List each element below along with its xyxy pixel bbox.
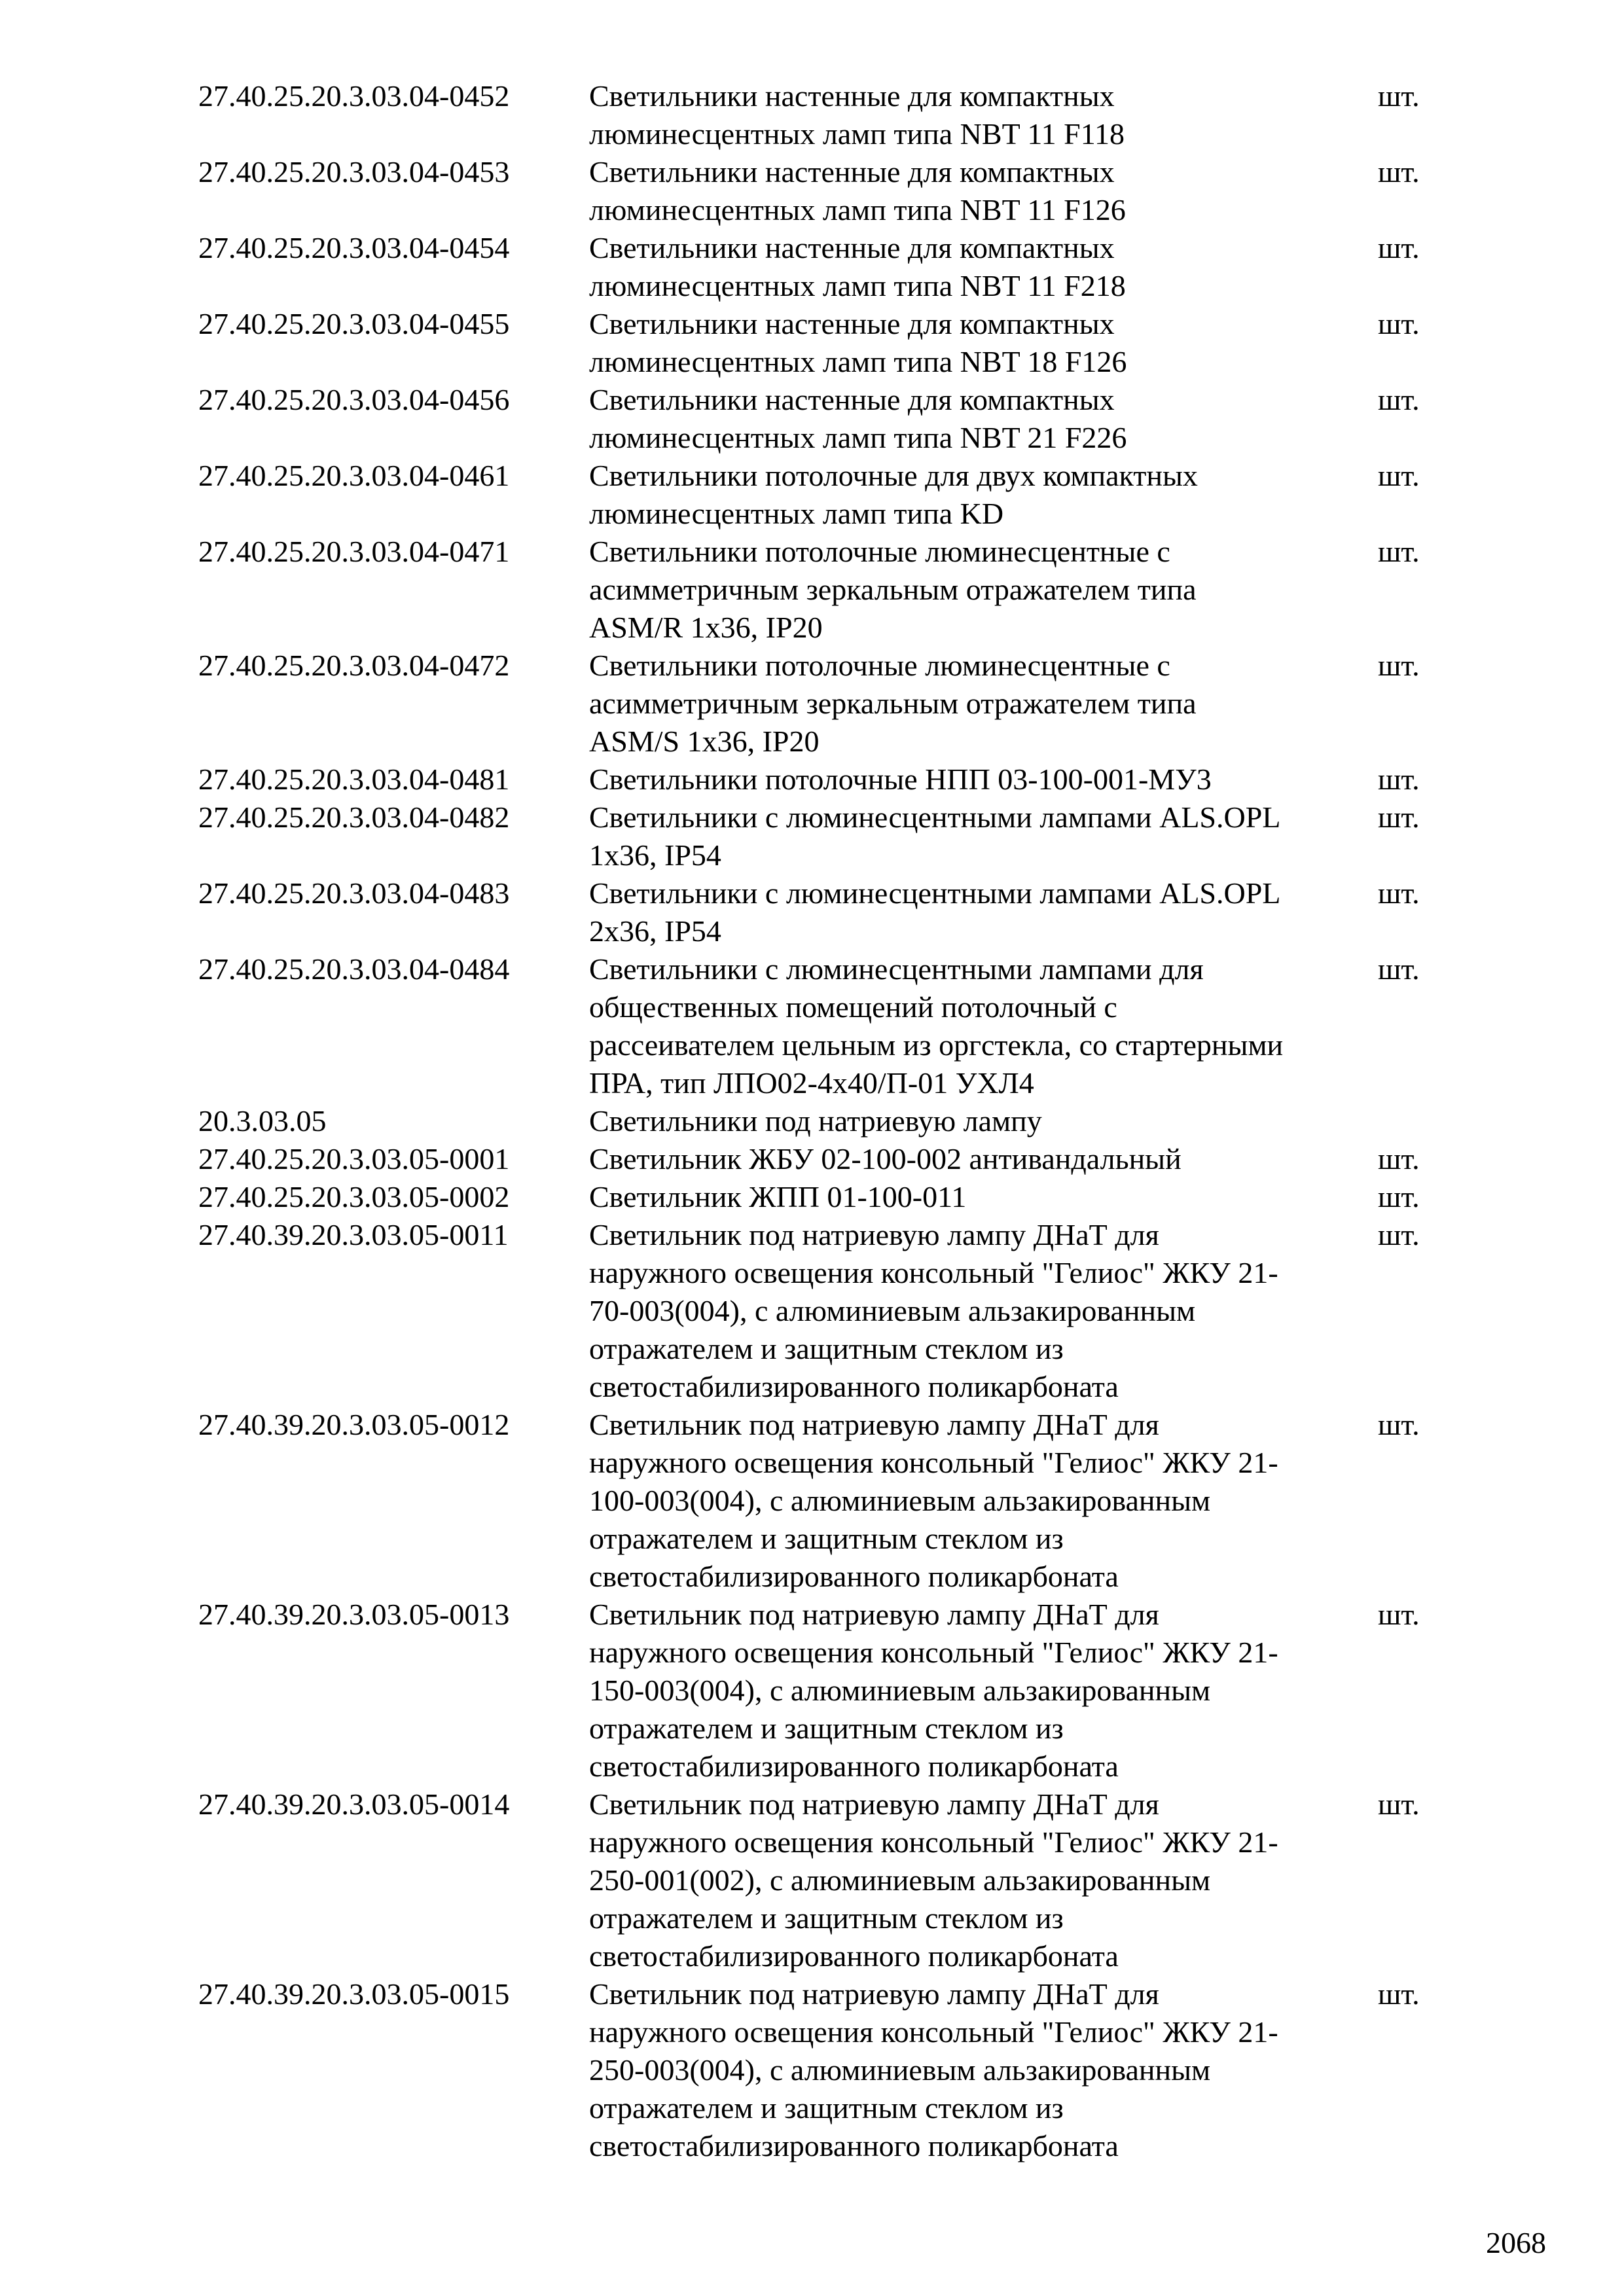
resource-name-line: ASM/S 1x36, IP20	[589, 725, 820, 758]
resource-name-line: отражателем и защитным стеклом из	[589, 1332, 1064, 1365]
unit-of-measure: шт.	[1378, 952, 1420, 986]
page-number: 2068	[1486, 2226, 1546, 2259]
resource-code: 27.40.25.20.3.03.05-0002	[198, 1180, 510, 1213]
resource-name-line: Светильник под натриевую лампу ДНаТ для	[589, 1408, 1159, 1441]
resource-name-line: 100-003(004), с алюминиевым альзакированным	[589, 1484, 1211, 1517]
unit-of-measure: шт.	[1378, 155, 1420, 188]
table-row	[198, 77, 1442, 153]
table-row	[198, 533, 1442, 647]
resource-name-line: Светильники потолочные НПП 03-100-001-МУ3	[589, 762, 1212, 796]
resource-name-line: рассеивателем цельным из оргстекла, со стартерными	[589, 1028, 1284, 1062]
table-row	[198, 1140, 1442, 1178]
resource-name-line: наружного освещения консольный "Гелиос" ЖКУ 21-	[589, 1825, 1278, 1859]
resource-name	[589, 533, 1371, 647]
unit-of-measure: шт.	[1378, 1180, 1420, 1213]
resource-name	[589, 1216, 1371, 1406]
resource-name-line: люминесцентных ламп типа NBT 18 F126	[589, 345, 1127, 378]
resource-code: 27.40.39.20.3.03.05-0012	[198, 1408, 510, 1441]
resource-name	[589, 457, 1371, 533]
resource-name-line: люминесцентных ламп типа KD	[589, 497, 1004, 530]
resource-name-line: Светильники настенные для компактных	[589, 307, 1115, 340]
table-row	[198, 1216, 1442, 1406]
unit-of-measure: шт.	[1378, 762, 1420, 796]
resource-name-line: Светильник под натриевую лампу ДНаТ для	[589, 1977, 1159, 2011]
resource-name-line: наружного освещения консольный "Гелиос" ЖКУ 21-	[589, 1256, 1278, 1289]
resource-name-line: Светильники настенные для компактных	[589, 155, 1115, 188]
resource-name	[589, 305, 1371, 381]
resource-name	[589, 77, 1371, 153]
resource-name	[589, 1596, 1371, 1785]
resource-name-line: Светильники с люминесцентными лампами ALS.OPL	[589, 800, 1281, 834]
resource-name-line: отражателем и защитным стеклом из	[589, 2091, 1064, 2125]
resource-name-line: 2x36, IP54	[589, 914, 721, 948]
resource-name-line: асимметричным зеркальным отражателем типа	[589, 573, 1197, 606]
resource-name	[589, 381, 1371, 457]
resource-name	[589, 1140, 1371, 1178]
resource-name-line: светостабилизированного поликарбоната	[589, 2129, 1119, 2162]
unit-of-measure: шт.	[1378, 383, 1420, 416]
resource-code: 27.40.39.20.3.03.05-0011	[198, 1218, 509, 1251]
resource-name-line: светостабилизированного поликарбоната	[589, 1939, 1119, 1973]
unit-of-measure: шт.	[1378, 876, 1420, 910]
resource-name-line: отражателем и защитным стеклом из	[589, 1712, 1064, 1745]
table-row	[198, 1785, 1442, 1975]
resource-code: 27.40.25.20.3.03.04-0471	[198, 535, 510, 568]
resource-name-line: Светильники настенные для компактных	[589, 79, 1115, 113]
resource-name-line: Светильники настенные для компактных	[589, 231, 1115, 264]
table-row	[198, 1102, 1442, 1140]
unit-of-measure: шт.	[1378, 1787, 1420, 1821]
resource-name-line: Светильники настенные для компактных	[589, 383, 1115, 416]
table-row	[198, 457, 1442, 533]
resource-name-line: светостабилизированного поликарбоната	[589, 1370, 1119, 1403]
unit-of-measure: шт.	[1378, 800, 1420, 834]
resource-name	[589, 1406, 1371, 1596]
resource-name-line: Светильники потолочные люминесцентные с	[589, 535, 1170, 568]
unit-of-measure: шт.	[1378, 535, 1420, 568]
resource-name-line: Светильники под натриевую лампу	[589, 1104, 1042, 1138]
resource-code: 27.40.25.20.3.03.04-0483	[198, 876, 510, 910]
resource-name	[589, 874, 1371, 950]
unit-of-measure: шт.	[1378, 1408, 1420, 1441]
unit-of-measure: шт.	[1378, 1598, 1420, 1631]
resource-name	[589, 1785, 1371, 1975]
resource-name-line: Светильники с люминесцентными лампами ALS.OPL	[589, 876, 1281, 910]
resource-code: 27.40.25.20.3.03.04-0453	[198, 155, 510, 188]
unit-of-measure: шт.	[1378, 79, 1420, 113]
resource-name-line: асимметричным зеркальным отражателем типа	[589, 687, 1197, 720]
table-row	[198, 381, 1442, 457]
resource-name	[589, 153, 1371, 229]
resource-name-line: люминесцентных ламп типа NBT 11 F126	[589, 193, 1126, 226]
resource-name	[589, 647, 1371, 761]
resource-code: 27.40.25.20.3.03.04-0484	[198, 952, 510, 986]
resource-name-line: Светильник ЖПП 01-100-011	[589, 1180, 967, 1213]
resource-name-line: наружного освещения консольный "Гелиос" ЖКУ 21-	[589, 2015, 1278, 2049]
unit-of-measure: шт.	[1378, 1977, 1420, 2011]
resource-name-line: отражателем и защитным стеклом из	[589, 1901, 1064, 1935]
resource-name-line: Светильники потолочные люминесцентные с	[589, 649, 1170, 682]
resource-name-line: Светильники с люминесцентными лампами для	[589, 952, 1204, 986]
resource-code: 27.40.25.20.3.03.04-0461	[198, 459, 510, 492]
unit-of-measure: шт.	[1378, 231, 1420, 264]
table-row	[198, 305, 1442, 381]
resource-name	[589, 1178, 1371, 1216]
table-row	[198, 798, 1442, 874]
resource-name-line: 70-003(004), с алюминиевым альзакированным	[589, 1294, 1196, 1327]
resource-code: 20.3.03.05	[198, 1104, 327, 1138]
table-row	[198, 1975, 1442, 2165]
resource-name-line: Светильник под натриевую лампу ДНаТ для	[589, 1598, 1159, 1631]
resource-name-line: Светильники потолочные для двух компактных	[589, 459, 1198, 492]
table-row	[198, 1596, 1442, 1785]
resource-name-line: ASM/R 1x36, IP20	[589, 611, 823, 644]
resource-code: 27.40.39.20.3.03.05-0015	[198, 1977, 510, 2011]
resource-name-line: отражателем и защитным стеклом из	[589, 1522, 1064, 1555]
resource-name	[589, 229, 1371, 305]
resource-name-line: светостабилизированного поликарбоната	[589, 1560, 1119, 1593]
resource-code: 27.40.25.20.3.03.04-0454	[198, 231, 510, 264]
resource-name-line: Светильник под натриевую лампу ДНаТ для	[589, 1218, 1159, 1251]
resource-name-line: Светильник ЖБУ 02-100-002 антивандальный	[589, 1142, 1182, 1175]
table-row	[198, 153, 1442, 229]
resource-code: 27.40.25.20.3.03.04-0455	[198, 307, 510, 340]
unit-of-measure: шт.	[1378, 649, 1420, 682]
resource-name-line: 1x36, IP54	[589, 838, 721, 872]
resource-name-line: 250-001(002), с алюминиевым альзакированным	[589, 1863, 1211, 1897]
resource-name-line: наружного освещения консольный "Гелиос" ЖКУ 21-	[589, 1636, 1278, 1669]
resource-code: 27.40.25.20.3.03.04-0482	[198, 800, 510, 834]
resource-name-line: наружного освещения консольный "Гелиос" ЖКУ 21-	[589, 1446, 1278, 1479]
table-row	[198, 229, 1442, 305]
table-row	[198, 1178, 1442, 1216]
resource-code: 27.40.25.20.3.03.04-0481	[198, 762, 510, 796]
resource-code: 27.40.25.20.3.03.04-0472	[198, 649, 510, 682]
resource-code: 27.40.39.20.3.03.05-0013	[198, 1598, 510, 1631]
unit-of-measure: шт.	[1378, 1142, 1420, 1175]
resource-name-line: 250-003(004), с алюминиевым альзакированным	[589, 2053, 1211, 2087]
unit-of-measure: шт.	[1378, 307, 1420, 340]
resource-code: 27.40.25.20.3.03.04-0456	[198, 383, 510, 416]
resource-name-line: Светильник под натриевую лампу ДНаТ для	[589, 1787, 1159, 1821]
resource-name-line: люминесцентных ламп типа NBT 11 F118	[589, 117, 1125, 151]
resource-name	[589, 798, 1371, 874]
table-row	[198, 950, 1442, 1102]
resource-name	[589, 1975, 1371, 2165]
resource-name	[589, 761, 1371, 798]
resource-name-line: люминесцентных ламп типа NBT 21 F226	[589, 421, 1127, 454]
resource-name-line: общественных помещений потолочный с	[589, 990, 1117, 1024]
resource-name-line: 150-003(004), с алюминиевым альзакированным	[589, 1674, 1211, 1707]
table-row	[198, 874, 1442, 950]
resource-name-line: светостабилизированного поликарбоната	[589, 1749, 1119, 1783]
resource-name-line: ПРА, тип ЛПО02-4х40/П-01 УХЛ4	[589, 1066, 1034, 1100]
resource-name-line: люминесцентных ламп типа NBT 11 F218	[589, 269, 1126, 302]
resource-table	[198, 77, 1442, 2165]
resource-code: 27.40.25.20.3.03.04-0452	[198, 79, 510, 113]
resource-code: 27.40.39.20.3.03.05-0014	[198, 1787, 510, 1821]
table-row	[198, 647, 1442, 761]
resource-name	[589, 1102, 1371, 1140]
unit-of-measure: шт.	[1378, 459, 1420, 492]
table-row	[198, 761, 1442, 798]
unit-of-measure: шт.	[1378, 1218, 1420, 1251]
resource-code: 27.40.25.20.3.03.05-0001	[198, 1142, 510, 1175]
table-row	[198, 1406, 1442, 1596]
resource-name	[589, 950, 1371, 1102]
